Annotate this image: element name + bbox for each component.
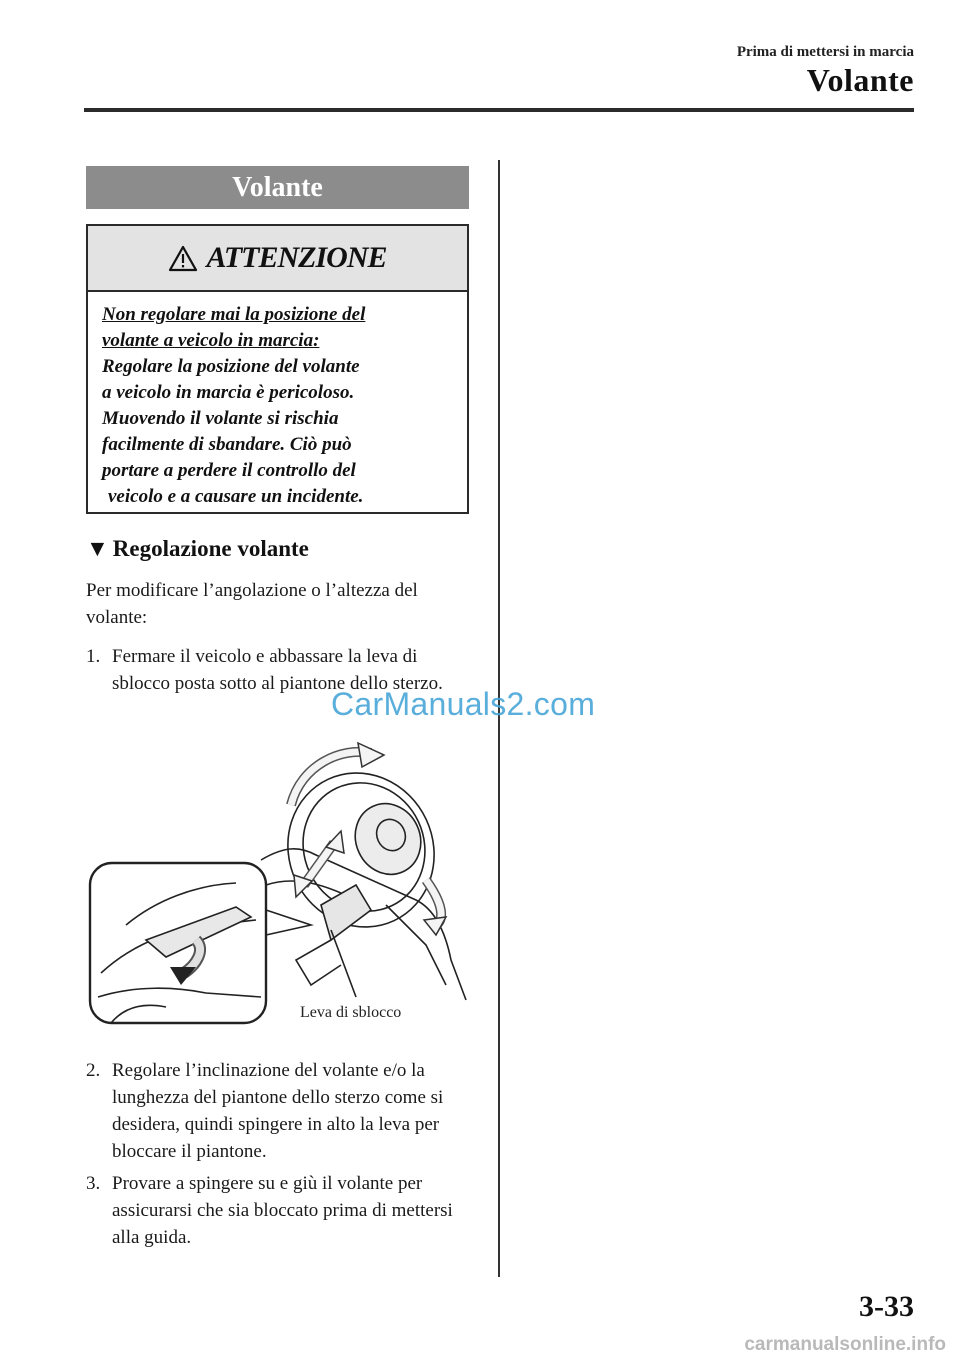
step-item bbox=[86, 1057, 476, 1165]
figure-callout-label: Leva di sblocco bbox=[300, 1004, 402, 1021]
step-text: Regolare l’inclinazione del volante e/o la lunghezza del piantone dello sterzo come si desidera, quindi spingere in alto la leva per bloccare il piantone. bbox=[112, 1060, 444, 1162]
warning-box bbox=[86, 224, 469, 514]
step-text: Provare a spingere su e giù il volante per assicurarsi che sia bloccato prima di mettersi alla guida. bbox=[112, 1173, 453, 1248]
subsection-title: Regolazione volante bbox=[112, 536, 309, 561]
step-number: 1. bbox=[86, 646, 101, 667]
step-text: Fermare il veicolo e abbassare la leva di sblocco posta sotto al piantone dello sterzo. bbox=[112, 646, 443, 694]
intro-paragraph: Per modificare l’angolazione o l’altezza del volante: bbox=[86, 580, 418, 628]
warning-line: Muovendo il volante si rischia bbox=[102, 408, 339, 429]
section-banner: Volante bbox=[86, 166, 469, 209]
warning-triangle-icon bbox=[168, 245, 198, 272]
footer-watermark: carmanualsonline.info bbox=[744, 1334, 946, 1355]
watermark: CarManuals2.com bbox=[331, 686, 596, 722]
warning-line: veicolo e a causare un incidente. bbox=[108, 486, 364, 507]
header-section-label: Prima di mettersi in marcia bbox=[736, 44, 914, 60]
header-title: Volante bbox=[806, 62, 914, 98]
header-rule bbox=[84, 108, 914, 112]
triangle-marker-icon: ▼ bbox=[86, 536, 109, 561]
warning-body bbox=[88, 292, 467, 510]
step-number: 2. bbox=[86, 1060, 101, 1081]
warning-header bbox=[88, 226, 467, 292]
warning-line: portare a perdere il controllo del bbox=[102, 460, 356, 481]
step-number: 3. bbox=[86, 1173, 101, 1194]
steering-figure bbox=[86, 735, 471, 1035]
step-item bbox=[86, 1170, 476, 1251]
steering-wheel-illustration bbox=[86, 735, 471, 1035]
warning-line: facilmente di sbandare. Ciò può bbox=[102, 434, 352, 455]
subsection-heading bbox=[86, 536, 309, 562]
page-number: 3-33 bbox=[859, 1290, 914, 1323]
warning-line: volante a veicolo in marcia: bbox=[102, 330, 320, 351]
warning-label: ATTENZIONE bbox=[206, 241, 387, 274]
warning-line: Non regolare mai la posizione del bbox=[102, 304, 366, 325]
warning-line: a veicolo in marcia è pericoloso. bbox=[102, 382, 355, 403]
warning-line: Regolare la posizione del volante bbox=[102, 356, 360, 377]
